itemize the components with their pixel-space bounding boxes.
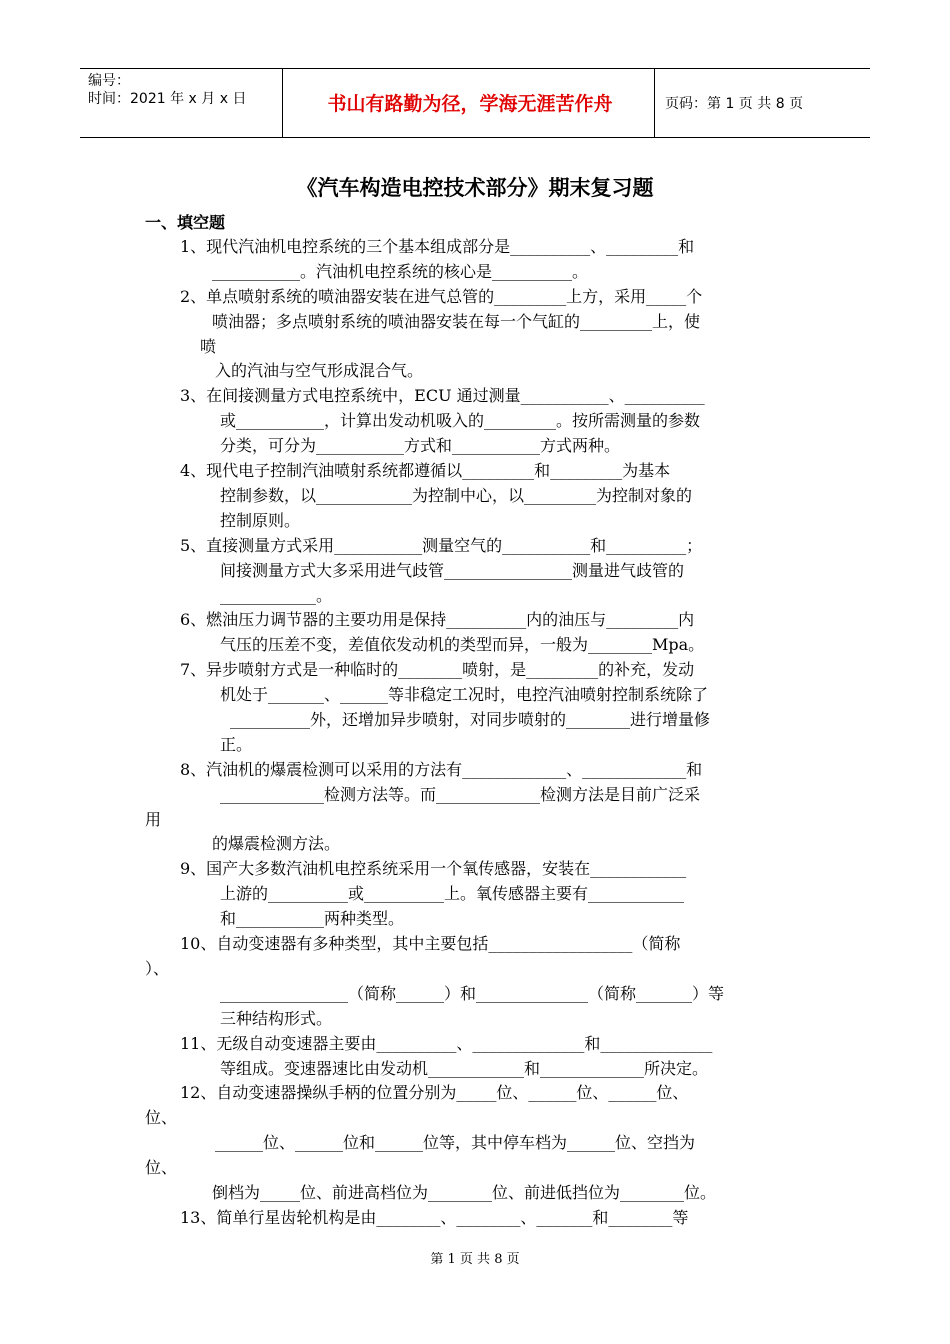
question-line: ____________。	[220, 586, 333, 605]
question-line: 和___________两种类型。	[220, 909, 405, 928]
question-line: 12、自动变速器操纵手柄的位置分别为_____位、______位、______位、	[180, 1083, 689, 1102]
section-heading: 一、填空题	[145, 213, 226, 232]
question-line: ___________。汽油机电控系统的核心是__________。	[212, 262, 589, 281]
page-footer: 第 1 页 共 8 页	[430, 1252, 520, 1267]
question-line: _____________检测方法等。而_____________检测方法是目前广泛采	[220, 785, 701, 804]
question-line: 喷	[200, 337, 217, 356]
question-line: 上游的__________或__________上。氧传感器主要有____________	[220, 884, 685, 903]
header-divider	[282, 69, 283, 137]
question-line: 等组成。变速器速比由发动机____________和_____________所决定。	[220, 1059, 709, 1078]
question-line: ______位、______位和______位等，其中停车档为______位、空挡为	[215, 1133, 696, 1152]
question-line: 入的汽油与空气形成混合气。	[215, 361, 424, 380]
question-line: ）、	[145, 959, 170, 978]
document-header	[80, 68, 870, 138]
question-line: 分类，可分为___________方式和___________方式两种。	[220, 436, 621, 455]
header-divider	[654, 69, 655, 137]
question-line: 10、自动变速器有多种类型，其中主要包括__________________（简称	[180, 934, 681, 953]
question-line: 机处于_______、______等非稳定工况时，电控汽油喷射控制系统除了	[220, 685, 709, 704]
header-page-info: 页码：第 1 页 共 8 页	[665, 96, 804, 112]
question-line: ________________（简称______）和______________（简称_______）等	[220, 984, 725, 1003]
question-line: 用	[145, 810, 162, 829]
question-line: 控制参数，以____________为控制中心，以_________为控制对象的	[220, 486, 693, 505]
question-line: 11、无级自动变速器主要由__________、______________和______________	[180, 1034, 713, 1053]
question-line: 位、	[145, 1108, 178, 1127]
question-line: 正。	[220, 735, 253, 754]
question-line: 喷油器；多点喷射系统的喷油器安装在每一个气缸的_________上，使	[212, 312, 701, 331]
code-label: 编号：	[88, 73, 130, 89]
question-line: 位、	[145, 1158, 178, 1177]
question-line: 6、燃油压力调节器的主要功用是保持__________内的油压与_________内	[180, 610, 695, 629]
question-line: 8、汽油机的爆震检测可以采用的方法有_____________、_____________和	[180, 760, 703, 779]
question-line: 三种结构形式。	[220, 1009, 333, 1028]
question-line: 13、简单行星齿轮机构是由________、________、_______和________等	[180, 1208, 689, 1227]
question-line: 9、国产大多数汽油机电控系统采用一个氧传感器，安装在____________	[180, 859, 687, 878]
question-line: 的爆震检测方法。	[212, 834, 341, 853]
header-meta	[88, 72, 246, 108]
question-line: 7、异步喷射方式是一种临时的________喷射，是_________的补充，发动	[180, 660, 695, 679]
question-line: 气压的压差不变，差值依发动机的类型而异，一般为________Mpa。	[220, 635, 705, 654]
question-line: 4、现代电子控制汽油喷射系统都遵循以_________和_________为基本	[180, 461, 671, 480]
question-line: 控制原则。	[220, 511, 301, 530]
question-line: 倒档为_____位、前进高档位为________位、前进低挡位为________位。	[212, 1183, 717, 1202]
page-title: 《汽车构造电控技术部分》期末复习题	[296, 176, 654, 200]
question-line: 2、单点喷射系统的喷油器安装在进气总管的_________上方，采用_____个	[180, 287, 703, 306]
question-line: 间接测量方式大多采用进气歧管________________测量进气歧管的	[220, 561, 685, 580]
header-motto: 书山有路勤为径，学海无涯苦作舟	[327, 93, 613, 115]
question-line: 1、现代汽油机电控系统的三个基本组成部分是__________、_________和	[180, 237, 695, 256]
question-line: 3、在间接测量方式电控系统中，ECU 通过测量___________、__________	[180, 386, 705, 405]
question-line: 5、直接测量方式采用___________测量空气的___________和__________；	[180, 536, 703, 555]
question-line: 或___________，计算出发动机吸入的_________。按所需测量的参数	[220, 411, 701, 430]
question-line: __________外，还增加异步喷射，对同步喷射的________进行增量修	[230, 710, 711, 729]
date-label: 时间：2021 年 x 月 x 日	[88, 91, 247, 107]
